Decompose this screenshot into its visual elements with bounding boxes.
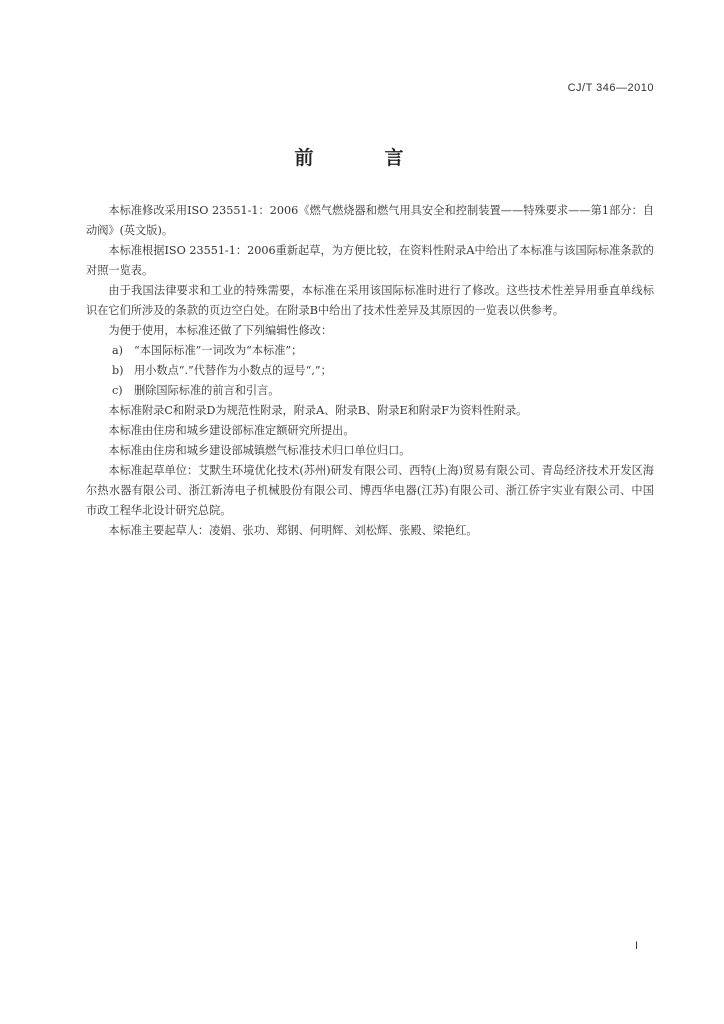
paragraph: 本标准主要起草人：凌娟、张功、郑钢、何明辉、刘松辉、张殿、梁艳红。 (108, 524, 478, 537)
paragraph: 本标准起草单位：艾默生环境优化技术(苏州)研发有限公司、西特(上海)贸易有限公司、青岛经济技术开发区海尔热水器有限公司、浙江新涛电子机械股份有限公司、博西华电器(江苏)有限公司、浙江侨宇实业有限公司、中国市政工程华北设计研究总院。 (86, 464, 654, 517)
foreword-body (86, 201, 654, 541)
paragraph: 本标准附录C和附录D为规范性附录，附录A、附录B、附录E和附录F为资料性附录。 (108, 404, 528, 417)
page-number: I (634, 940, 638, 952)
list-item-text: 用小数点“.”代替作为小数点的逗号“,”； (134, 364, 332, 377)
list-item (86, 341, 654, 361)
list-item (86, 381, 654, 401)
list-item (86, 361, 654, 381)
list-item-label: a) (112, 344, 124, 357)
page-title: 前 言 (294, 147, 430, 169)
list-item-label: c) (112, 384, 123, 397)
paragraph: 本标准由住房和城乡建设部城镇燃气标准技术归口单位归口。 (108, 444, 411, 457)
standard-code: CJ/T 346—2010 (567, 82, 654, 94)
paragraph: 为便于使用，本标准还做了下列编辑性修改： (108, 324, 333, 337)
paragraph: 本标准修改采用ISO 23551-1：2006《燃气燃烧器和燃气用具安全和控制装置——特殊要求——第1部分：自动阀》(英文版)。 (86, 204, 654, 237)
list-item-label: b) (112, 364, 124, 377)
list-item-text: 删除国际标准的前言和引言。 (134, 384, 280, 397)
paragraph: 本标准根据ISO 23551-1：2006重新起草，为方便比较，在资料性附录A中给出了本标准与该国际标准条款的对照一览表。 (86, 244, 654, 277)
paragraph: 由于我国法律要求和工业的特殊需要，本标准在采用该国际标准时进行了修改。这些技术性差异用垂直单线标识在它们所涉及的条款的页边空白处。在附录B中给出了技术性差异及其原因的一览表以供参考。 (86, 284, 654, 317)
list-item-text: “本国际标准”一词改为“本标准”； (134, 344, 303, 357)
paragraph: 本标准由住房和城乡建设部标准定额研究所提出。 (108, 424, 355, 437)
